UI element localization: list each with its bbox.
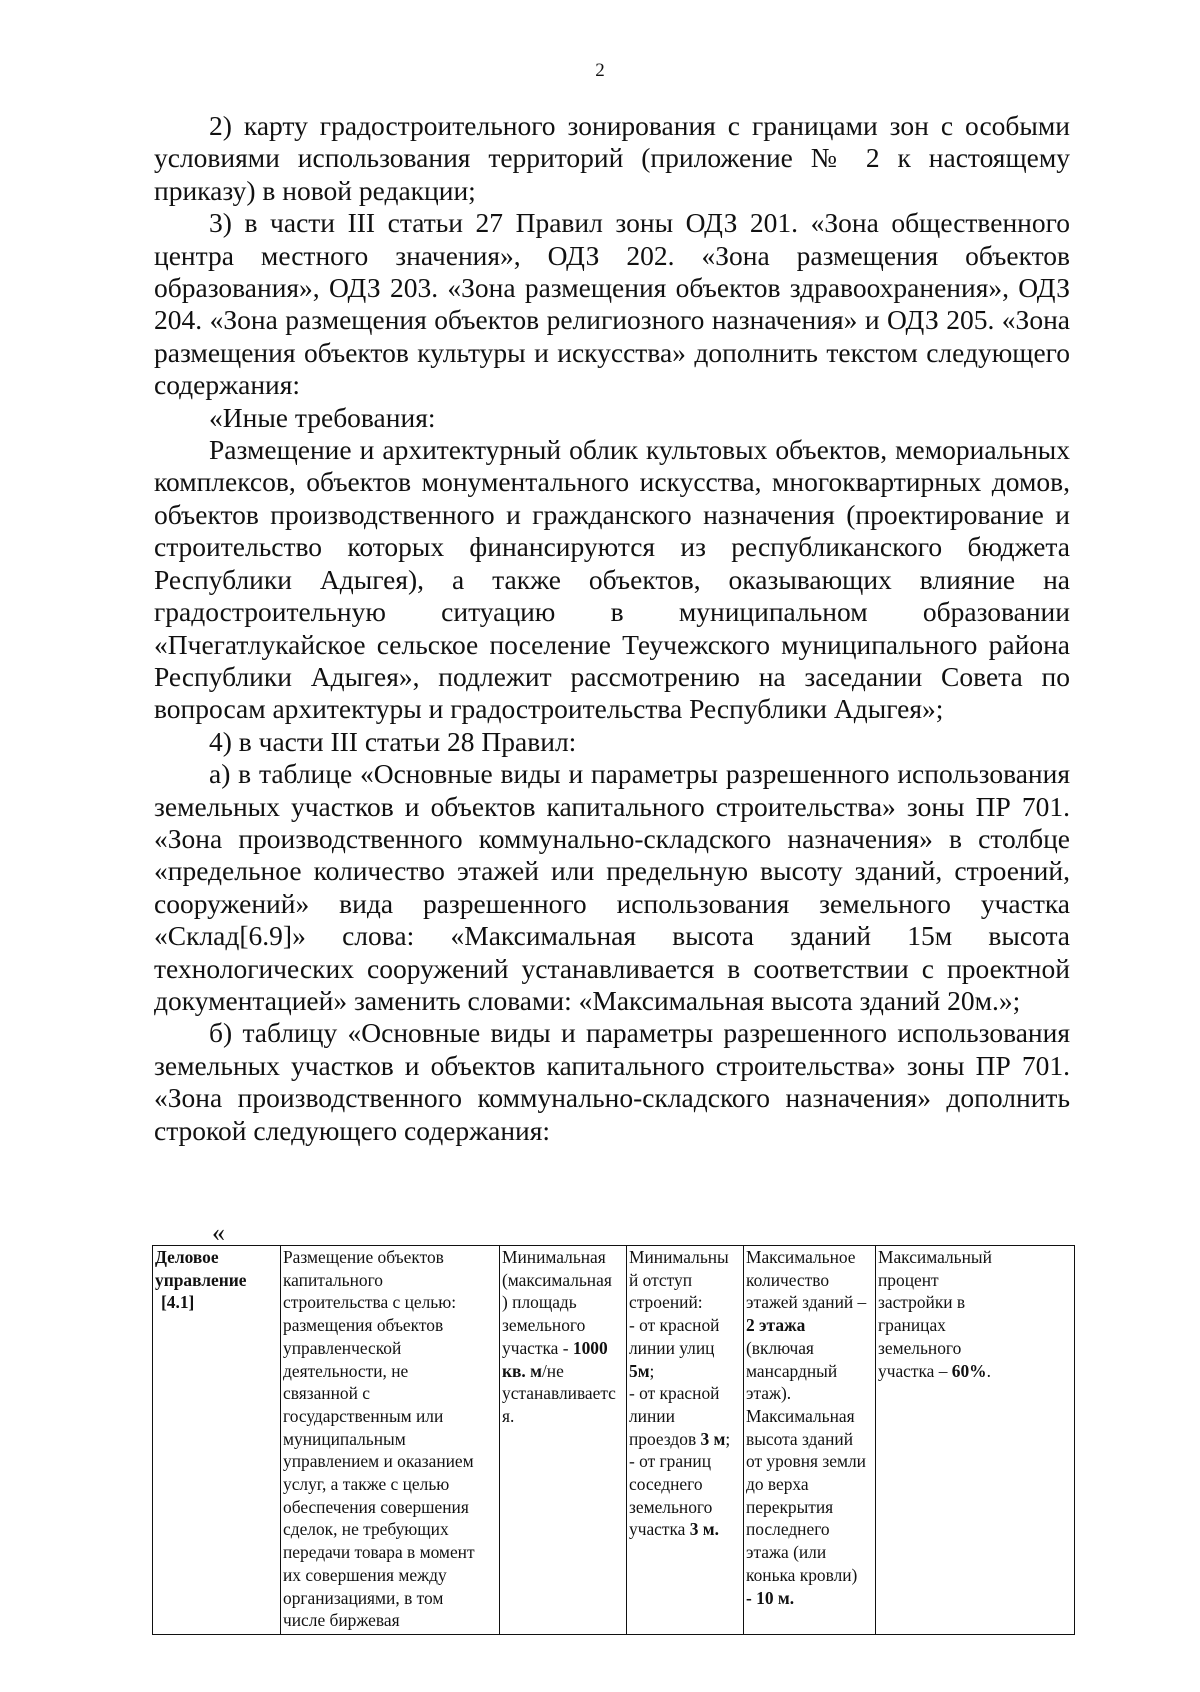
- paragraph-item-3: 3) в части III статьи 27 Правил зоны ОДЗ 201. «Зона общественного центра местного значения», ОДЗ 202. «Зона размещения объектов образования», ОДЗ 203. «Зона размещения объектов здравоохранения», ОДЗ 204. «Зона размещения объектов религиозного назначения» и ОДЗ 205. «Зона размещения объектов культуры и искусства» дополнить текстом следующего содержания:: [154, 207, 1070, 401]
- table-cell-floors-height: Максимальное количество этажей зданий – 2 этажа (включая мансардный этаж). Максимальная высота зданий от уровня земли до верха перекрытия последнего этажа (или конька кровли) - 10 м.: [744, 1246, 876, 1635]
- table-cell-plot-area: Минимальная (максимальная ) площадь земельного участка - 1000 кв. м/не устанавливаетс я.: [500, 1246, 627, 1635]
- table-cell-description: Размещение объектов капитального строительства с целью: размещения объектов управленческой деятельности, не связанной с государственным или муниципальным управлением и оказанием услуг, а также с целью обеспечения совершения сделок, не требующих передачи товара в момент их совершения между организациями, в том числе биржевая: [281, 1246, 500, 1635]
- paragraph-item-4b: б) таблицу «Основные виды и параметры разрешенного использования земельных участков и объектов капитального строительства» зоны ПР 701. «Зона производственного коммунально-складского назначения» дополнить строкой следующего содержания:: [154, 1017, 1070, 1146]
- paragraph-item-4: 4) в части III статьи 28 Правил:: [209, 725, 577, 757]
- paragraph-other-requirements: «Иные требования:: [209, 401, 436, 433]
- table-cell-use-type: Деловое управление [4.1]: [153, 1246, 281, 1635]
- paragraph-item-4a: а) в таблице «Основные виды и параметры разрешенного использования земельных участков и объектов капитального строительства» зоны ПР 701. «Зона производственного коммунально-складского назначения» в столбце «предельное количество этажей или предельную высоту зданий, строений, сооружений» вида разрешенного использования земельного участка «Склад[6.9]» слова: «Максимальная высота зданий 15м высота технологических сооружений устанавливается в соответствии с проектной документацией» заменить словами: «Максимальная высота зданий 20м.»;: [154, 758, 1070, 1016]
- table-cell-coverage: Максимальный процент застройки в границах земельного участка – 60%.: [876, 1246, 1075, 1635]
- table-row: [153, 1246, 1075, 1635]
- opening-quote-mark: «: [212, 1218, 225, 1247]
- zone-parameters-table: [152, 1245, 1075, 1635]
- paragraph-item-2: 2) карту градостроительного зонирования с границами зон с особыми условиями использования территорий (приложение № 2 к настоящему приказу) в новой редакции;: [154, 110, 1070, 206]
- document-body: [154, 110, 1070, 1147]
- table-cell-setbacks: Минимальны й отступ строений: - от красной линии улиц 5м; - от красной линии проездов 3 м; - от границ соседнего земельного участка 3 м.: [627, 1246, 744, 1635]
- page-number: 2: [595, 60, 605, 81]
- paragraph-placement: Размещение и архитектурный облик культовых объектов, мемориальных комплексов, объектов монументального искусства, многоквартирных домов, объектов производственного и гражданского назначения (проектирование и строительство которых финансируются из республиканского бюджета Республики Адыгея), а также объектов, оказывающих влияние на градостроительную ситуацию в муниципальном образовании «Пчегатлукайское сельское поселение Теучежского муниципального района Республики Адыгея», подлежит рассмотрению на заседании Совета по вопросам архитектуры и градостроительства Республики Адыгея»;: [154, 434, 1070, 725]
